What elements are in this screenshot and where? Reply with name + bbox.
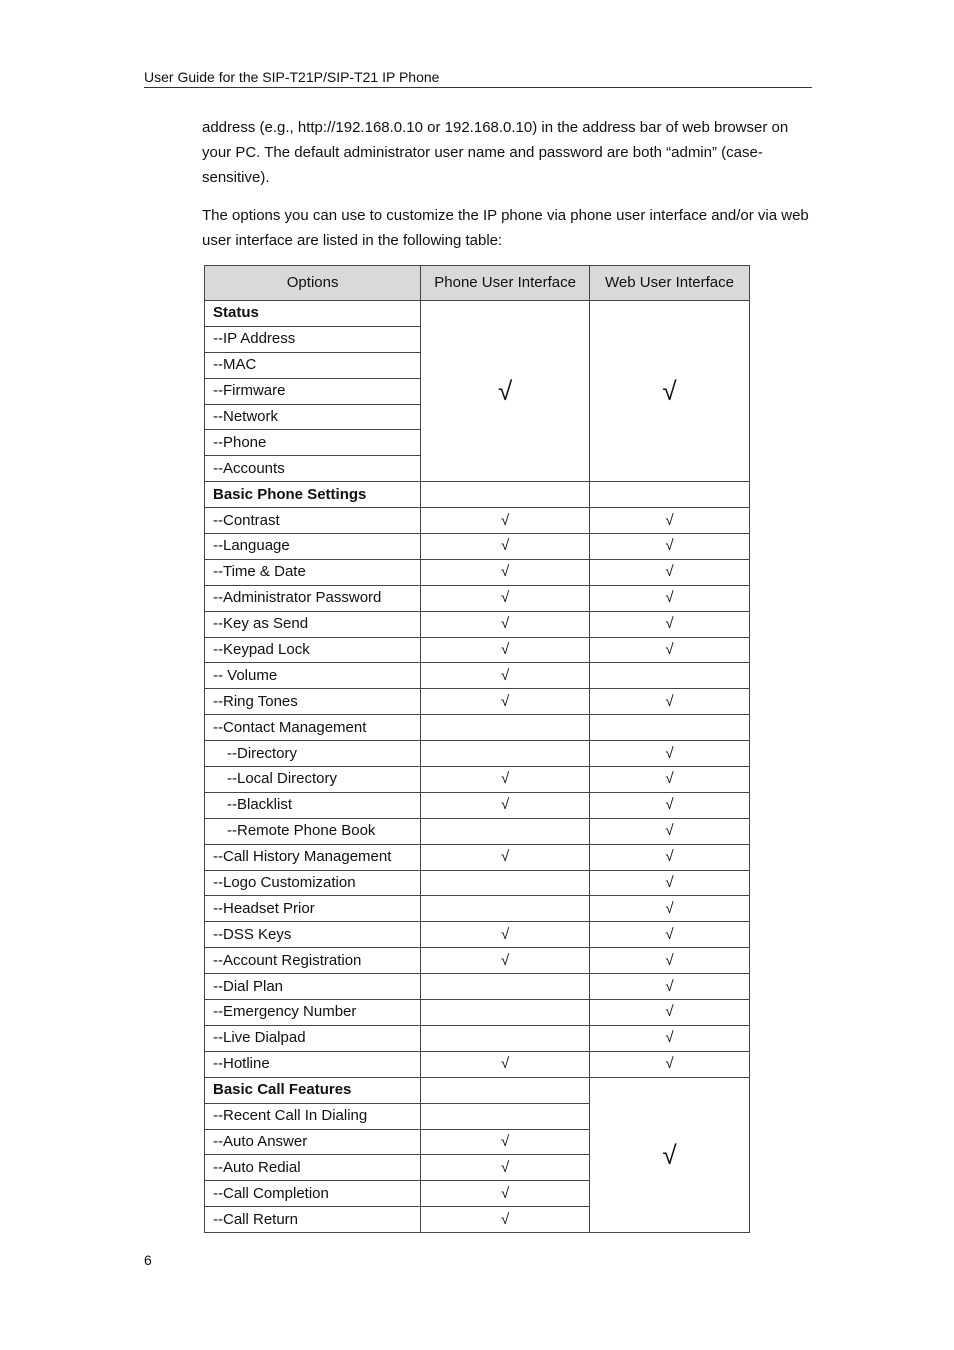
- table-row: [205, 689, 750, 715]
- option-label: --Headset Prior: [205, 896, 421, 922]
- option-label: --Recent Call In Dialing: [205, 1103, 421, 1129]
- option-label: --Administrator Password: [205, 585, 421, 611]
- phone-ui-check: [421, 974, 590, 1000]
- section-title: Basic Call Features: [205, 1077, 421, 1103]
- web-ui-check: √: [590, 767, 750, 793]
- web-ui-check: √: [590, 1051, 750, 1077]
- col-header-web-ui: Web User Interface: [590, 266, 750, 301]
- intro-paragraph: address (e.g., http://192.168.0.10 or 192.168.0.10) in the address bar of web browser on your PC. The default administrator user name and password are both “admin” (case-sensitive).: [202, 119, 789, 186]
- table-row: [205, 974, 750, 1000]
- web-ui-check: √: [590, 818, 750, 844]
- phone-ui-check: √: [421, 301, 590, 482]
- page-number: 6: [144, 1252, 152, 1268]
- web-ui-check: √: [590, 922, 750, 948]
- table-row: [205, 948, 750, 974]
- phone-ui-check: √: [421, 1207, 590, 1233]
- phone-ui-check: √: [421, 1181, 590, 1207]
- phone-ui-check: √: [421, 689, 590, 715]
- option-label: --Firmware: [205, 378, 421, 404]
- phone-ui-check: √: [421, 637, 590, 663]
- phone-ui-check: [421, 896, 590, 922]
- section-row-status: [205, 301, 750, 327]
- table-row: [205, 870, 750, 896]
- phone-ui-check: [421, 1103, 590, 1129]
- phone-ui-check: √: [421, 767, 590, 793]
- web-ui-check: √: [590, 611, 750, 637]
- table-row: [205, 508, 750, 534]
- option-label: --DSS Keys: [205, 922, 421, 948]
- web-ui-check: √: [590, 896, 750, 922]
- web-ui-check: √: [590, 1000, 750, 1026]
- option-label: --Emergency Number: [205, 1000, 421, 1026]
- web-ui-check: √: [590, 534, 750, 560]
- web-ui-check: √: [590, 1077, 750, 1232]
- web-ui-check: √: [590, 301, 750, 482]
- phone-ui-check: √: [421, 663, 590, 689]
- table-row: [205, 1025, 750, 1051]
- web-ui-check: [590, 663, 750, 689]
- phone-ui-check: √: [421, 534, 590, 560]
- web-ui-check: [590, 715, 750, 741]
- phone-ui-check: [421, 482, 590, 508]
- table-row: [205, 611, 750, 637]
- option-label: --Local Directory: [205, 767, 421, 793]
- web-ui-check: √: [590, 741, 750, 767]
- option-label: --Key as Send: [205, 611, 421, 637]
- phone-ui-check: √: [421, 922, 590, 948]
- phone-ui-check: [421, 1025, 590, 1051]
- option-label: --Remote Phone Book: [205, 818, 421, 844]
- options-table: [204, 265, 750, 1233]
- web-ui-check: √: [590, 974, 750, 1000]
- option-label: --Ring Tones: [205, 689, 421, 715]
- option-label: --Call Return: [205, 1207, 421, 1233]
- phone-ui-check: √: [421, 1051, 590, 1077]
- phone-ui-check: √: [421, 1155, 590, 1181]
- col-header-options: Options: [205, 266, 421, 301]
- phone-ui-check: [421, 870, 590, 896]
- option-label: --Call Completion: [205, 1181, 421, 1207]
- table-row: [205, 663, 750, 689]
- option-label: --Contrast: [205, 508, 421, 534]
- section-row-basic-call-features: [205, 1077, 750, 1103]
- page-header: User Guide for the SIP-T21P/SIP-T21 IP Phone: [144, 67, 812, 88]
- option-label: --Logo Customization: [205, 870, 421, 896]
- option-label: --Directory: [205, 741, 421, 767]
- option-label: -- Volume: [205, 663, 421, 689]
- web-ui-check: √: [590, 870, 750, 896]
- web-ui-check: √: [590, 792, 750, 818]
- table-row: [205, 1000, 750, 1026]
- phone-ui-check: √: [421, 559, 590, 585]
- web-ui-check: √: [590, 559, 750, 585]
- web-ui-check: [590, 482, 750, 508]
- option-label: --Call History Management: [205, 844, 421, 870]
- web-ui-check: √: [590, 844, 750, 870]
- option-label: --Auto Redial: [205, 1155, 421, 1181]
- table-body: [205, 301, 750, 1233]
- table-row: [205, 1051, 750, 1077]
- section-title: Status: [205, 301, 421, 327]
- option-label: --Auto Answer: [205, 1129, 421, 1155]
- section-title: Basic Phone Settings: [205, 482, 421, 508]
- option-label: --Live Dialpad: [205, 1025, 421, 1051]
- option-label: --Keypad Lock: [205, 637, 421, 663]
- table-row: [205, 896, 750, 922]
- table-header-row: [205, 266, 750, 301]
- option-label: --Network: [205, 404, 421, 430]
- phone-ui-check: √: [421, 844, 590, 870]
- table-row: [205, 559, 750, 585]
- option-label: --Time & Date: [205, 559, 421, 585]
- option-label: --Dial Plan: [205, 974, 421, 1000]
- phone-ui-check: √: [421, 585, 590, 611]
- phone-ui-check: [421, 715, 590, 741]
- col-header-phone-ui: Phone User Interface: [421, 266, 590, 301]
- table-row: [205, 585, 750, 611]
- option-label: --Hotline: [205, 1051, 421, 1077]
- phone-ui-check: √: [421, 1129, 590, 1155]
- table-row: [205, 792, 750, 818]
- phone-ui-check: √: [421, 611, 590, 637]
- option-label: --Account Registration: [205, 948, 421, 974]
- option-label: --IP Address: [205, 326, 421, 352]
- table-row: [205, 922, 750, 948]
- phone-ui-check: √: [421, 792, 590, 818]
- option-label: --Language: [205, 534, 421, 560]
- table-row: [205, 637, 750, 663]
- table-row: [205, 715, 750, 741]
- phone-ui-check: [421, 1077, 590, 1103]
- option-label: --Blacklist: [205, 792, 421, 818]
- table-row: [205, 767, 750, 793]
- option-label: --Accounts: [205, 456, 421, 482]
- phone-ui-check: [421, 818, 590, 844]
- phone-ui-check: √: [421, 948, 590, 974]
- web-ui-check: √: [590, 1025, 750, 1051]
- table-intro-paragraph: The options you can use to customize the IP phone via phone user interface and/or via web user interface are listed in the following table:: [202, 207, 809, 249]
- phone-ui-check: [421, 741, 590, 767]
- phone-ui-check: √: [421, 508, 590, 534]
- option-label: --Phone: [205, 430, 421, 456]
- table-row: [205, 534, 750, 560]
- web-ui-check: √: [590, 948, 750, 974]
- web-ui-check: √: [590, 585, 750, 611]
- table-row: [205, 818, 750, 844]
- web-ui-check: √: [590, 637, 750, 663]
- web-ui-check: √: [590, 508, 750, 534]
- phone-ui-check: [421, 1000, 590, 1026]
- table-row: [205, 844, 750, 870]
- option-label: --Contact Management: [205, 715, 421, 741]
- section-row-basic-phone-settings: [205, 482, 750, 508]
- option-label: --MAC: [205, 352, 421, 378]
- table-row: [205, 741, 750, 767]
- web-ui-check: √: [590, 689, 750, 715]
